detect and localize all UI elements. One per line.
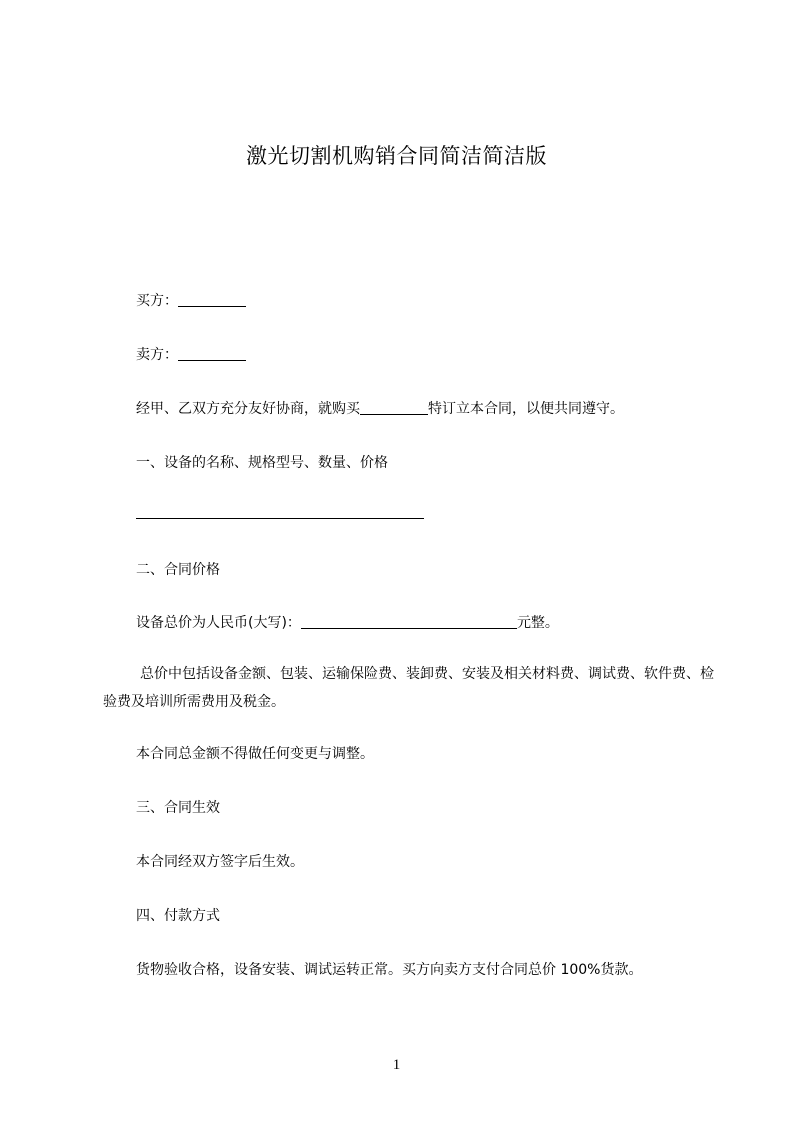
page-number: 1 (392, 1057, 401, 1073)
intro-prefix: 经甲、乙双方充分友好协商，就购买 (136, 401, 360, 417)
buyer-label: 买方： (136, 293, 178, 309)
intro-line (136, 399, 624, 419)
document-title: 激光切割机购销合同简洁简洁版 (246, 144, 547, 168)
section3-heading: 三、合同生效 (136, 800, 220, 816)
seller-line (136, 345, 246, 365)
total-price-blank (301, 614, 517, 629)
intro-suffix: 特订立本合同，以便共同遵守。 (428, 401, 624, 417)
equipment-blank-line (136, 518, 424, 519)
buyer-blank (178, 292, 246, 307)
buyer-line (136, 291, 246, 311)
total-price-suffix: 元整。 (516, 615, 559, 631)
section1-heading: 一、设备的名称、规格型号、数量、价格 (136, 455, 388, 471)
payment-text: 货物验收合格，设备安装、调试运转正常。买方向卖方支付合同总价 100%货款。 (136, 962, 643, 978)
effective-text: 本合同经双方签字后生效。 (136, 854, 304, 870)
total-price-prefix: 设备总价为人民币(大写)： (136, 615, 301, 631)
product-blank (360, 400, 428, 415)
seller-blank (178, 346, 246, 361)
total-price-line (136, 613, 559, 633)
seller-label: 卖方： (136, 347, 178, 363)
section4-heading: 四、付款方式 (136, 908, 220, 924)
no-change-text: 本合同总金额不得做任何变更与调整。 (136, 746, 374, 762)
section2-heading: 二、合同价格 (136, 562, 220, 578)
price-includes-paragraph: 总价中包括设备金额、包装、运输保险费、装卸费、安装及相关材料费、调试费、软件费、检验费及培训所需费用及税金。 (103, 666, 714, 710)
